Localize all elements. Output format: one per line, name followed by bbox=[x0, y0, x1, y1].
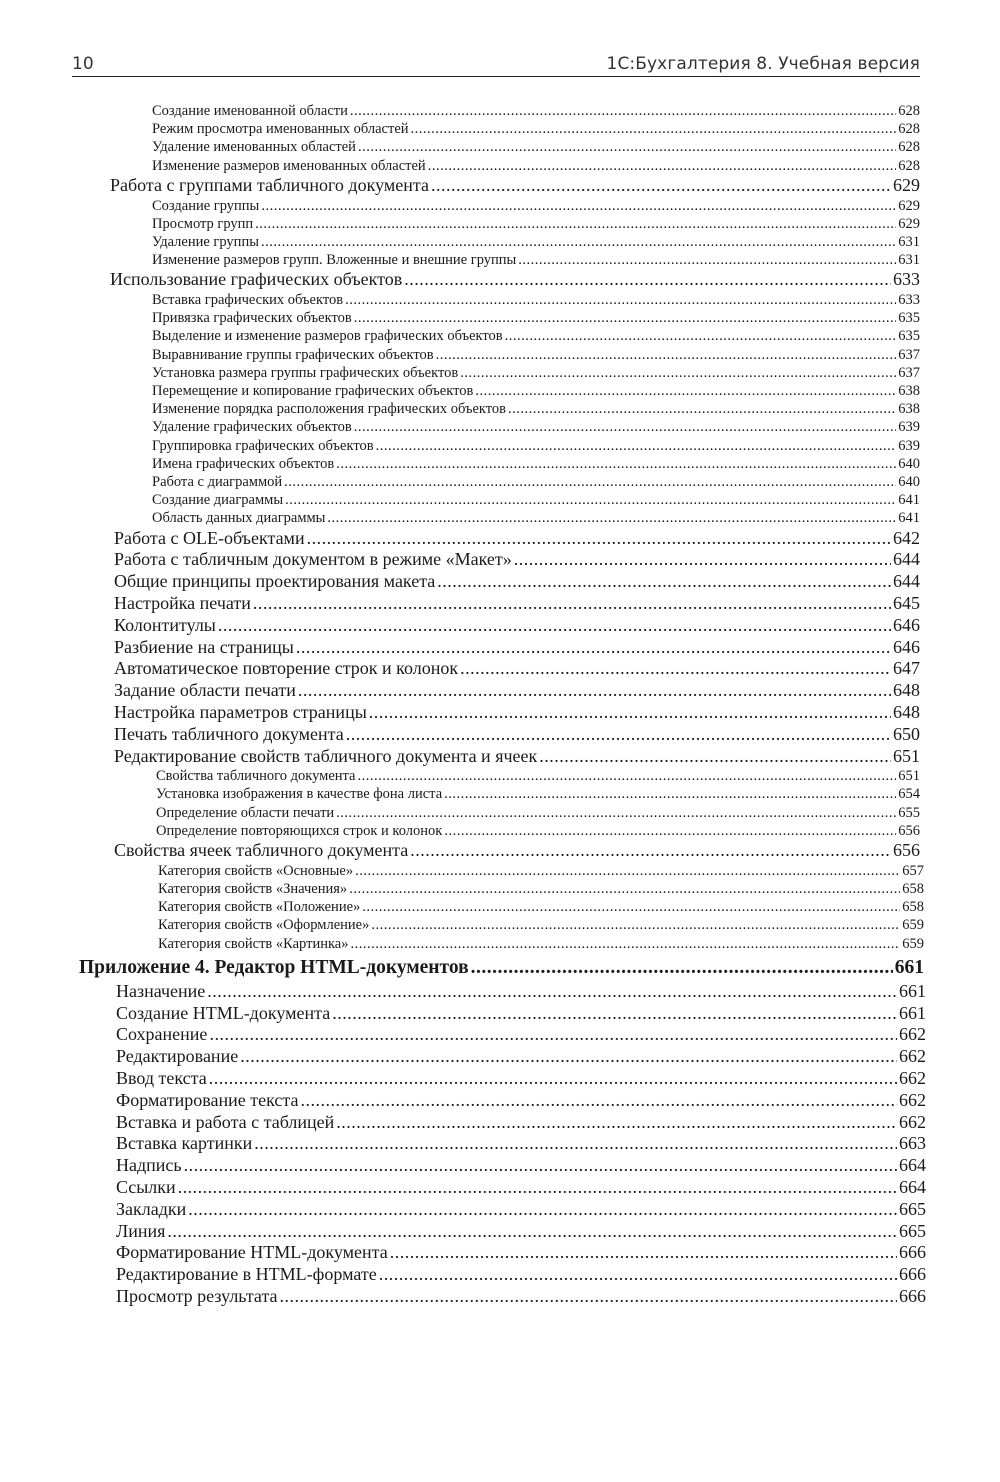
toc-entry: Изменение размеров групп. Вложенные и внешние группы ..... 631 bbox=[0, 251, 920, 269]
toc-entry: Определение области печати ..... 655 bbox=[0, 804, 920, 822]
toc-section: Колонтитулы ..... 646 bbox=[0, 615, 920, 637]
toc-entry: Установка изображения в качестве фона листа ..... 654 bbox=[0, 785, 920, 803]
toc-section: Использование графических объектов ..... 633 bbox=[0, 269, 920, 291]
toc-entry: Установка размера группы графических объектов ..... 637 bbox=[0, 364, 920, 382]
toc-entry: Привязка графических объектов ..... 635 bbox=[0, 309, 920, 327]
page-number: 10 bbox=[72, 54, 94, 74]
toc-section: Настройка печати ..... 645 bbox=[0, 593, 920, 615]
toc-section: Работа с группами табличного документа ..... 629 bbox=[0, 175, 920, 197]
toc-entry: Удаление графических объектов ..... 639 bbox=[0, 418, 920, 436]
toc-section: Свойства ячеек табличного документа ..... 656 bbox=[0, 840, 920, 862]
toc-section: Общие принципы проектирования макета ..... 644 bbox=[0, 571, 920, 593]
toc-section: Назначение ..... 661 bbox=[0, 981, 926, 1003]
toc-entry: Категория свойств «Основные» ..... 657 bbox=[0, 862, 924, 880]
toc-section: Настройка параметров страницы ..... 648 bbox=[0, 702, 920, 724]
toc-entry: Режим просмотра именованных областей ..... 628 bbox=[0, 120, 920, 138]
toc-section: Надпись ..... 664 bbox=[0, 1155, 926, 1177]
toc-section: Работа с OLE-объектами ..... 642 bbox=[0, 528, 920, 550]
toc-entry: Категория свойств «Картинка» ..... 659 bbox=[0, 935, 924, 953]
toc-section: Ссылки ..... 664 bbox=[0, 1177, 926, 1199]
toc-entry: Работа с диаграммой ..... 640 bbox=[0, 473, 920, 491]
toc-section: Автоматическое повторение строк и колонок ..... 647 bbox=[0, 658, 920, 680]
toc-entry: Создание диаграммы ..... 641 bbox=[0, 491, 920, 509]
toc-entry: Изменение размеров именованных областей ..... 628 bbox=[0, 157, 920, 175]
toc-section: Закладки ..... 665 bbox=[0, 1199, 926, 1221]
toc-section: Редактирование ..... 662 bbox=[0, 1046, 926, 1068]
toc-entry: Определение повторяющихся строк и колонок ..... 656 bbox=[0, 822, 920, 840]
toc-chapter: Приложение 4. Редактор HTML-документов ..... 661 bbox=[0, 955, 924, 981]
toc-entry: Категория свойств «Положение» ..... 658 bbox=[0, 898, 924, 916]
toc-entry: Область данных диаграммы ..... 641 bbox=[0, 509, 920, 527]
toc-section: Задание области печати ..... 648 bbox=[0, 680, 920, 702]
toc-entry: Категория свойств «Оформление» ..... 659 bbox=[0, 916, 924, 934]
toc-section: Форматирование текста ..... 662 bbox=[0, 1090, 926, 1112]
toc-section: Форматирование HTML-документа ..... 666 bbox=[0, 1242, 926, 1264]
toc-entry: Просмотр групп ..... 629 bbox=[0, 215, 920, 233]
toc-entry: Перемещение и копирование графических объектов ..... 638 bbox=[0, 382, 920, 400]
toc-entry: Выравнивание группы графических объектов ..... 637 bbox=[0, 346, 920, 364]
page-header bbox=[72, 46, 920, 77]
toc-entry: Создание именованной области ..... 628 bbox=[0, 102, 920, 120]
toc-entry: Изменение порядка расположения графических объектов ..... 638 bbox=[0, 400, 920, 418]
toc-section: Сохранение ..... 662 bbox=[0, 1024, 926, 1046]
toc-section: Работа с табличным документом в режиме «Макет» ..... 644 bbox=[0, 549, 920, 571]
toc-section: Создание HTML-документа ..... 661 bbox=[0, 1003, 926, 1025]
toc-entry: Категория свойств «Значения» ..... 658 bbox=[0, 880, 924, 898]
toc-entry: Выделение и изменение размеров графических объектов ..... 635 bbox=[0, 327, 920, 345]
toc-entry: Создание группы ..... 629 bbox=[0, 197, 920, 215]
toc-entry: Вставка графических объектов ..... 633 bbox=[0, 291, 920, 309]
toc-entry: Удаление именованных областей ..... 628 bbox=[0, 138, 920, 156]
toc-section: Вставка картинки ..... 663 bbox=[0, 1133, 926, 1155]
toc-entry: Группировка графических объектов ..... 639 bbox=[0, 437, 920, 455]
toc-section: Просмотр результата ..... 666 bbox=[0, 1286, 926, 1308]
toc-section: Редактирование свойств табличного документа и ячеек ..... 651 bbox=[0, 746, 920, 768]
toc-section: Линия ..... 665 bbox=[0, 1221, 926, 1243]
toc-entry: Имена графических объектов ..... 640 bbox=[0, 455, 920, 473]
toc-entry: Удаление группы ..... 631 bbox=[0, 233, 920, 251]
toc-section: Печать табличного документа ..... 650 bbox=[0, 724, 920, 746]
book-title: 1С:Бухгалтерия 8. Учебная версия bbox=[606, 54, 920, 74]
toc-section: Ввод текста ..... 662 bbox=[0, 1068, 926, 1090]
table-of-contents bbox=[0, 102, 1000, 1308]
toc-section: Разбиение на страницы ..... 646 bbox=[0, 637, 920, 659]
toc-entry: Свойства табличного документа ..... 651 bbox=[0, 767, 920, 785]
toc-section: Вставка и работа с таблицей ..... 662 bbox=[0, 1112, 926, 1134]
toc-section: Редактирование в HTML-формате ..... 666 bbox=[0, 1264, 926, 1286]
